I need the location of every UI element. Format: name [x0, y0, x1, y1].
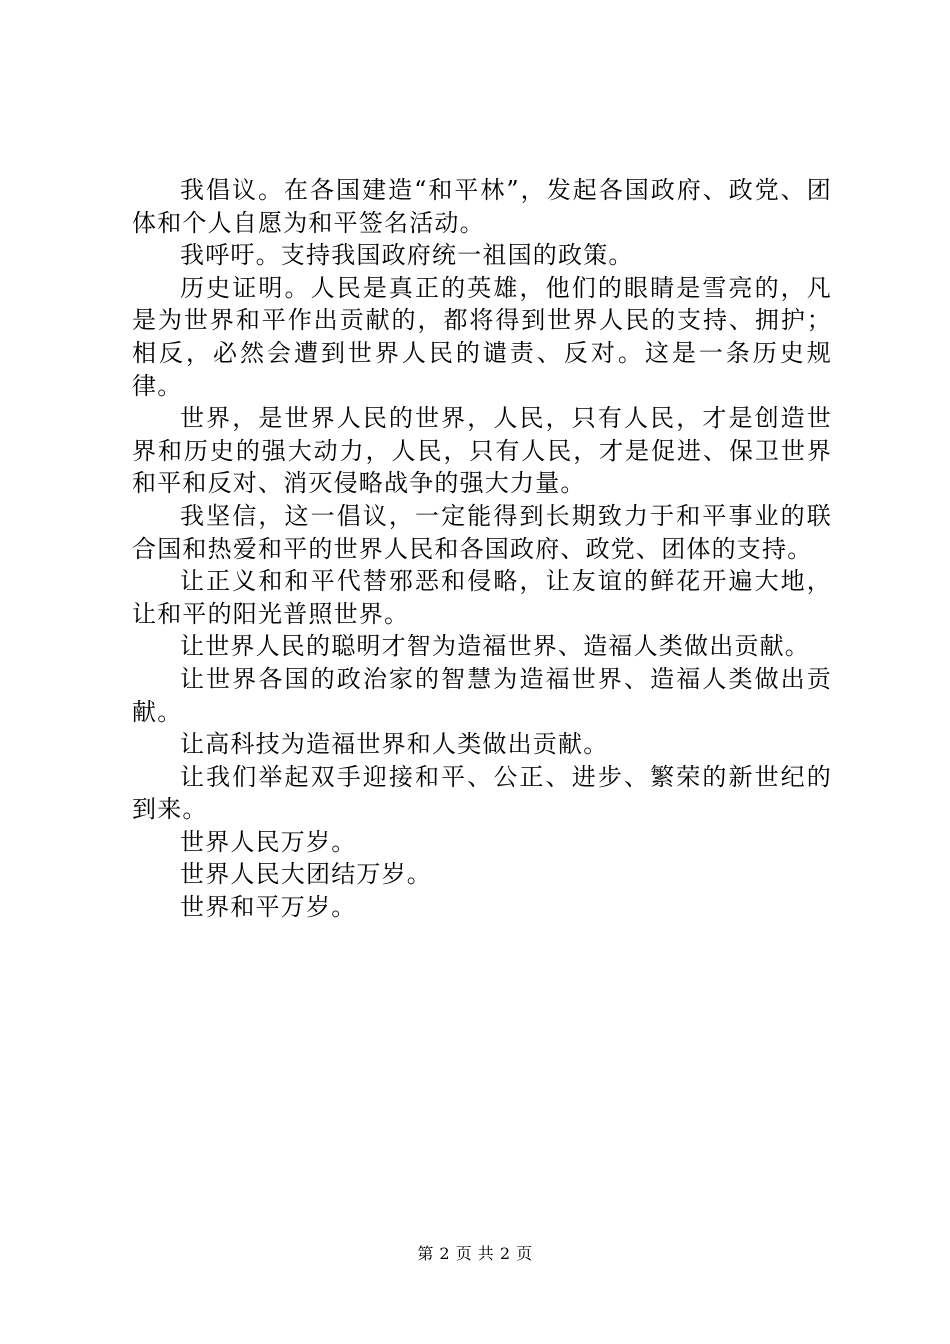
paragraph-justice: 让正义和和平代替邪恶和侵略，让友谊的鲜花开遍大地，让和平的阳光普照世界。: [132, 567, 832, 628]
paragraph-wisdom: 让世界人民的聪明才智为造福世界、造福人类做出贡献。: [180, 632, 810, 661]
paragraph-proposal: 我倡议。在各国建造“和平林”，发起各国政府、政党、团体和个人自愿为和平签名活动。: [132, 176, 832, 237]
paragraph-people: 世界，是世界人民的世界，人民，只有人民，才是创造世界和历史的强大动力，人民，只有人民，才是促进、保卫世界和平和反对、消灭侵略战争的强大力量。: [132, 404, 832, 498]
paragraph-appeal: 我呼吁。支持我国政府统一祖国的政策。: [180, 241, 634, 270]
paragraph-slogan-people: 世界人民万岁。: [180, 827, 357, 856]
paragraph-technology: 让高科技为造福世界和人类做出贡献。: [180, 730, 609, 759]
paragraph-slogan-unity: 世界人民大团结万岁。: [180, 860, 432, 889]
paragraph-belief: 我坚信，这一倡议，一定能得到长期致力于和平事业的联合国和热爱和平的世界人民和各国政府、政党、团体的支持。: [132, 501, 832, 563]
document-body: [132, 174, 832, 924]
page-number-footer: 第 2 页 共 2 页: [417, 1244, 533, 1263]
paragraph-new-century: 让我们举起双手迎接和平、公正、进步、繁荣的新世纪的到来。: [132, 762, 832, 824]
paragraph-slogan-peace: 世界和平万岁。: [180, 893, 357, 922]
paragraph-history: 历史证明。人民是真正的英雄，他们的眼睛是雪亮的，凡是为世界和平作出贡献的，都将得到世界人民的支持、拥护；相反，必然会遭到世界人民的谴责、反对。这是一条历史规律。: [132, 273, 832, 400]
paragraph-statesmen: 让世界各国的政治家的智慧为造福世界、造福人类做出贡献。: [132, 664, 832, 726]
